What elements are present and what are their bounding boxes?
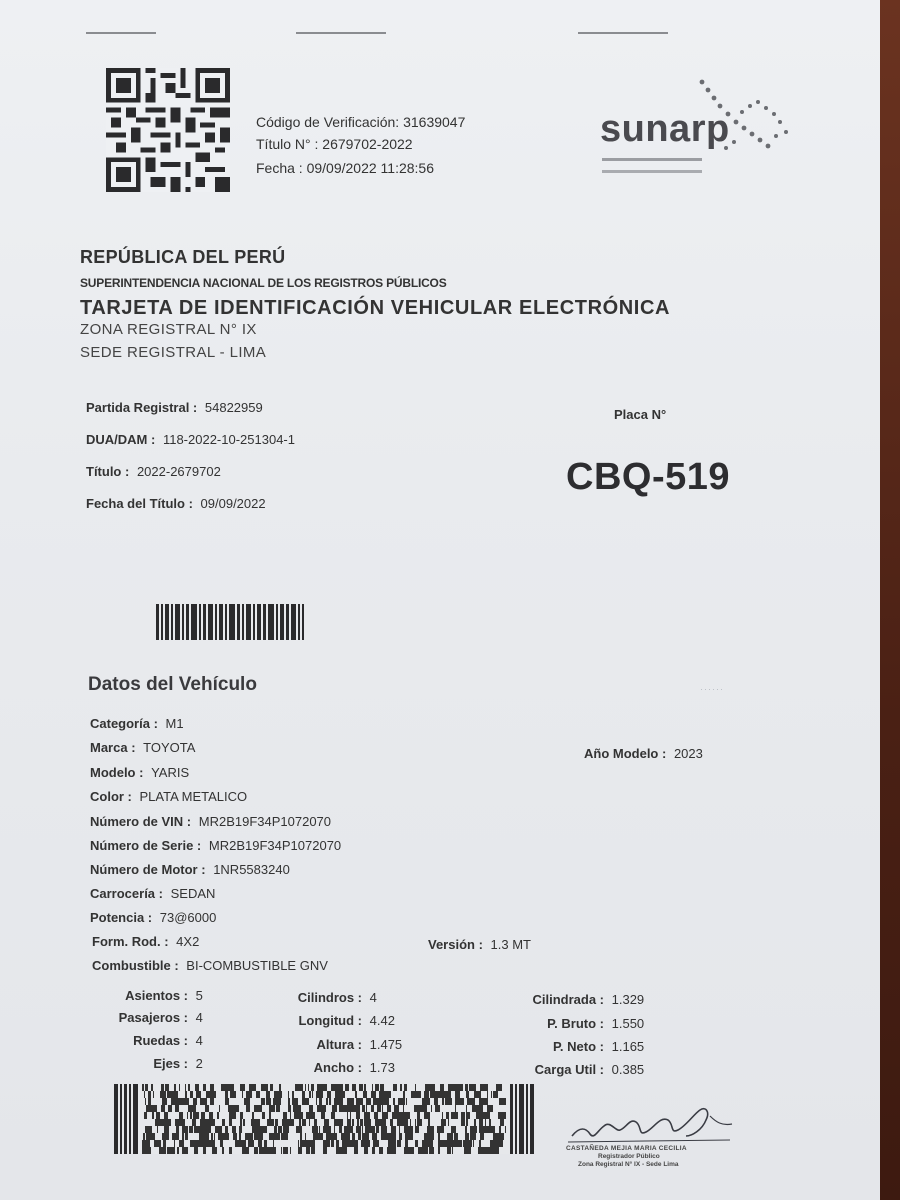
spec-pasajeros: [80, 1010, 203, 1025]
potencia-value: 73@6000: [159, 910, 217, 925]
ejes-value: 2: [195, 1056, 203, 1071]
dua-label: DUA/DAM :: [86, 432, 156, 447]
qr-code: [106, 68, 230, 192]
partida-row: [86, 400, 263, 415]
top-edge-mark: [578, 32, 668, 34]
form-rod-label: Form. Rod. :: [92, 934, 169, 949]
form-rod-value: 4X2: [176, 934, 200, 949]
anio-modelo-row: [584, 746, 703, 761]
card-title: TARJETA DE IDENTIFICACIÓN VEHICULAR ELECTRÓNICA: [80, 297, 671, 319]
barcode: [156, 604, 304, 640]
ruedas-value: 4: [195, 1033, 203, 1048]
color-label: Color :: [90, 789, 132, 804]
sunarp-logo: sunarp: [600, 108, 730, 150]
signatory-name: CASTAÑEDA MEJIA MARIA CECILIA: [566, 1145, 687, 1152]
spec-altura: [262, 1037, 402, 1052]
carga-util-value: 0.385: [611, 1062, 645, 1077]
partida-value: 54822959: [204, 400, 263, 415]
modelo-row: [90, 765, 189, 780]
cilindrada-value: 1.329: [611, 992, 645, 1007]
anio-modelo-value: 2023: [673, 746, 703, 761]
logo-tagline-line: [602, 170, 702, 173]
altura-value: 1.475: [369, 1037, 403, 1052]
cilindrada-label: Cilindrada :: [532, 992, 604, 1007]
marca-row: [90, 740, 195, 755]
version-value: 1.3 MT: [490, 937, 532, 952]
agency-heading: SUPERINTENDENCIA NACIONAL DE LOS REGISTROS PÚBLICOS: [80, 276, 447, 290]
modelo-value: YARIS: [151, 765, 190, 780]
combustible-label: Combustible :: [92, 958, 179, 973]
ancho-label: Ancho :: [313, 1060, 362, 1075]
signatory-zone: Zona Registral N° IX - Sede Lima: [578, 1161, 679, 1168]
signatory-role: Registrador Público: [598, 1153, 660, 1160]
p-neto-label: P. Neto :: [552, 1039, 604, 1054]
combustible-row: [92, 958, 328, 973]
altura-label: Altura :: [316, 1037, 362, 1052]
combustible-value: BI-COMBUSTIBLE GNV: [186, 958, 328, 973]
top-edge-mark: [86, 32, 156, 34]
titulo-row: [86, 464, 221, 479]
carga-util-label: Carga Util :: [534, 1062, 604, 1077]
placa-label: Placa N°: [614, 407, 667, 422]
spec-p-neto: [500, 1039, 644, 1054]
motor-value: 1NR5583240: [213, 862, 290, 877]
ancho-value: 1.73: [369, 1060, 395, 1075]
carroceria-row: [90, 886, 215, 901]
p-bruto-label: P. Bruto :: [547, 1016, 604, 1031]
dua-row: [86, 432, 295, 447]
pasajeros-value: 4: [195, 1010, 203, 1025]
asientos-value: 5: [195, 988, 203, 1003]
registry-zone: ZONA REGISTRAL N° IX: [80, 321, 257, 338]
spec-ejes: [80, 1056, 203, 1071]
fecha-titulo-label: Fecha del Título :: [86, 496, 193, 511]
spec-ancho: [262, 1060, 395, 1075]
longitud-label: Longitud :: [298, 1013, 362, 1028]
potencia-row: [90, 910, 216, 925]
asientos-label: Asientos :: [125, 988, 188, 1003]
modelo-label: Modelo :: [90, 765, 144, 780]
p-bruto-value: 1.550: [611, 1016, 645, 1031]
verification-code: Código de Verificación: 31639047: [256, 114, 466, 130]
form-rod-row: [92, 934, 199, 949]
logo-tagline-line: [602, 158, 702, 161]
fecha-titulo-row: [86, 496, 266, 511]
categoria-row: [90, 716, 184, 731]
serie-row: [90, 838, 341, 853]
vin-value: MR2B19F34P1072070: [198, 814, 332, 829]
version-row: [428, 937, 531, 952]
titulo-label: Título :: [86, 464, 130, 479]
spec-cilindrada: [500, 992, 644, 1007]
faint-stamp: ······: [700, 684, 724, 694]
spec-ruedas: [80, 1033, 203, 1048]
cilindros-value: 4: [369, 990, 377, 1005]
version-label: Versión :: [428, 937, 483, 952]
spec-longitud: [262, 1013, 395, 1028]
titulo-value: 2022-2679702: [136, 464, 221, 479]
carroceria-value: SEDAN: [170, 886, 216, 901]
spec-cilindros: [262, 990, 377, 1005]
ejes-label: Ejes :: [153, 1056, 188, 1071]
fecha-titulo-value: 09/09/2022: [200, 496, 266, 511]
marca-value: TOYOTA: [143, 740, 196, 755]
spec-asientos: [80, 988, 203, 1003]
color-value: PLATA METALICO: [139, 789, 248, 804]
cilindros-label: Cilindros :: [297, 990, 362, 1005]
carroceria-label: Carrocería :: [90, 886, 163, 901]
top-edge-mark: [296, 32, 386, 34]
spec-p-bruto: [500, 1016, 644, 1031]
partida-label: Partida Registral :: [86, 400, 198, 415]
title-number: Título N° : 2679702-2022: [256, 136, 413, 152]
color-row: [90, 789, 247, 804]
ruedas-label: Ruedas :: [133, 1033, 188, 1048]
vehicle-section-title: Datos del Vehículo: [88, 674, 257, 695]
serie-value: MR2B19F34P1072070: [208, 838, 342, 853]
potencia-label: Potencia :: [90, 910, 153, 925]
placa-number: CBQ-519: [566, 456, 730, 498]
categoria-label: Categoría :: [90, 716, 158, 731]
dua-value: 118-2022-10-251304-1: [162, 432, 295, 447]
motor-label: Número de Motor :: [90, 862, 206, 877]
registry-seat: SEDE REGISTRAL - LIMA: [80, 344, 267, 361]
spec-carga-util: [500, 1062, 644, 1077]
issue-date: Fecha : 09/09/2022 11:28:56: [256, 160, 434, 176]
pdf417-barcode: [114, 1084, 534, 1154]
pasajeros-label: Pasajeros :: [118, 1010, 188, 1025]
serie-label: Número de Serie :: [90, 838, 202, 853]
vin-label: Número de VIN :: [90, 814, 192, 829]
categoria-value: M1: [165, 716, 184, 731]
anio-modelo-label: Año Modelo :: [584, 746, 667, 761]
marca-label: Marca :: [90, 740, 136, 755]
republic-heading: REPÚBLICA DEL PERÚ: [80, 247, 286, 267]
motor-row: [90, 862, 290, 877]
vin-row: [90, 814, 331, 829]
longitud-value: 4.42: [369, 1013, 395, 1028]
table-surface-edge: [880, 0, 900, 1200]
p-neto-value: 1.165: [611, 1039, 645, 1054]
